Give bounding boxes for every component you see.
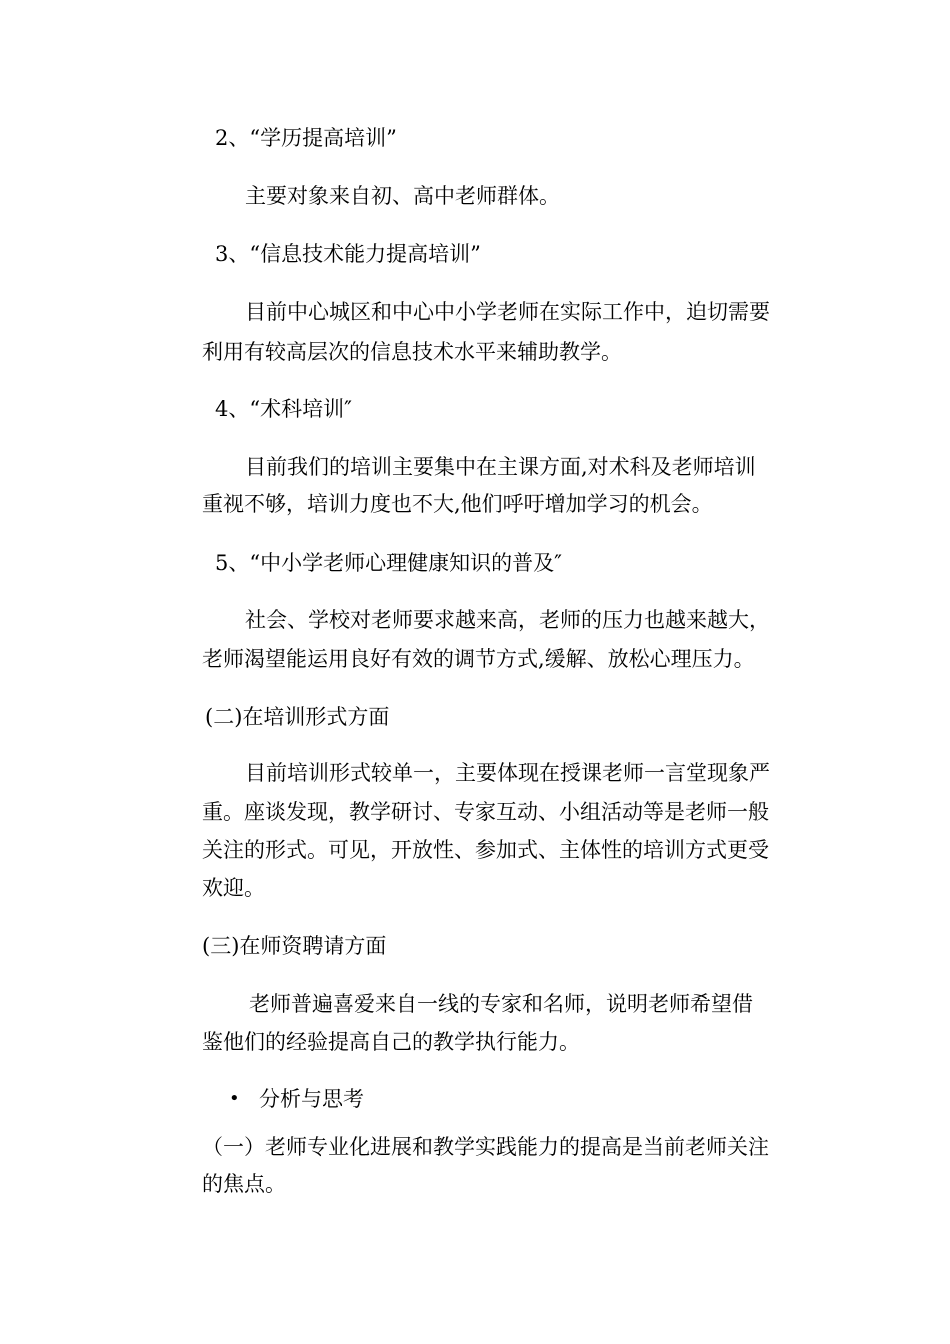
paragraph-line: （一）老师专业化进展和教学实践能力的提高是当前老师关注 bbox=[202, 1135, 769, 1159]
section-heading: (三)在师资聘请方面 bbox=[202, 934, 387, 958]
paragraph-line: 老师普遍喜爱来自一线的专家和名师，说明老师希望借 bbox=[249, 992, 753, 1016]
paragraph-line: 目前培训形式较单一，主要体现在授课老师一言堂现象严 bbox=[245, 761, 770, 785]
paragraph-line: 目前我们的培训主要集中在主课方面,对术科及老师培训 bbox=[245, 455, 756, 479]
paragraph-line: 欢迎。 bbox=[202, 876, 265, 900]
paragraph-line: 鉴他们的经验提高自己的教学执行能力。 bbox=[202, 1030, 580, 1054]
heading-item-2: 2、“学历提高培训” bbox=[215, 126, 397, 150]
heading-item-5: 5、“中小学老师心理健康知识的普及″ bbox=[215, 551, 562, 575]
paragraph-line: 利用有较高层次的信息技术水平来辅助教学。 bbox=[202, 340, 622, 364]
paragraph-line: 主要对象来自初、高中老师群体。 bbox=[245, 184, 560, 208]
paragraph-line: 关注的形式。可见，开放性、参加式、主体性的培训方式更受 bbox=[202, 838, 769, 862]
paragraph-line: 重视不够，培训力度也不大,他们呼吁增加学习的机会。 bbox=[202, 492, 713, 516]
paragraph-line: 目前中心城区和中心中小学老师在实际工作中，迫切需要 bbox=[245, 300, 770, 324]
heading-item-4: 4、“术科培训″ bbox=[215, 397, 352, 421]
list-heading: 分析与思考 bbox=[259, 1087, 364, 1111]
bullet-icon: • bbox=[229, 1088, 240, 1109]
paragraph-line: 的焦点。 bbox=[202, 1172, 286, 1196]
paragraph-line: 重。座谈发现，教学研讨、专家互动、小组活动等是老师一般 bbox=[202, 800, 769, 824]
paragraph-line: 社会、学校对老师要求越来高，老师的压力也越来越大， bbox=[245, 608, 770, 632]
heading-item-3: 3、“信息技术能力提高培训” bbox=[215, 242, 481, 266]
section-heading: (二)在培训形式方面 bbox=[205, 705, 390, 729]
paragraph-line: 老师渴望能运用良好有效的调节方式,缓解、放松心理压力。 bbox=[202, 647, 755, 671]
